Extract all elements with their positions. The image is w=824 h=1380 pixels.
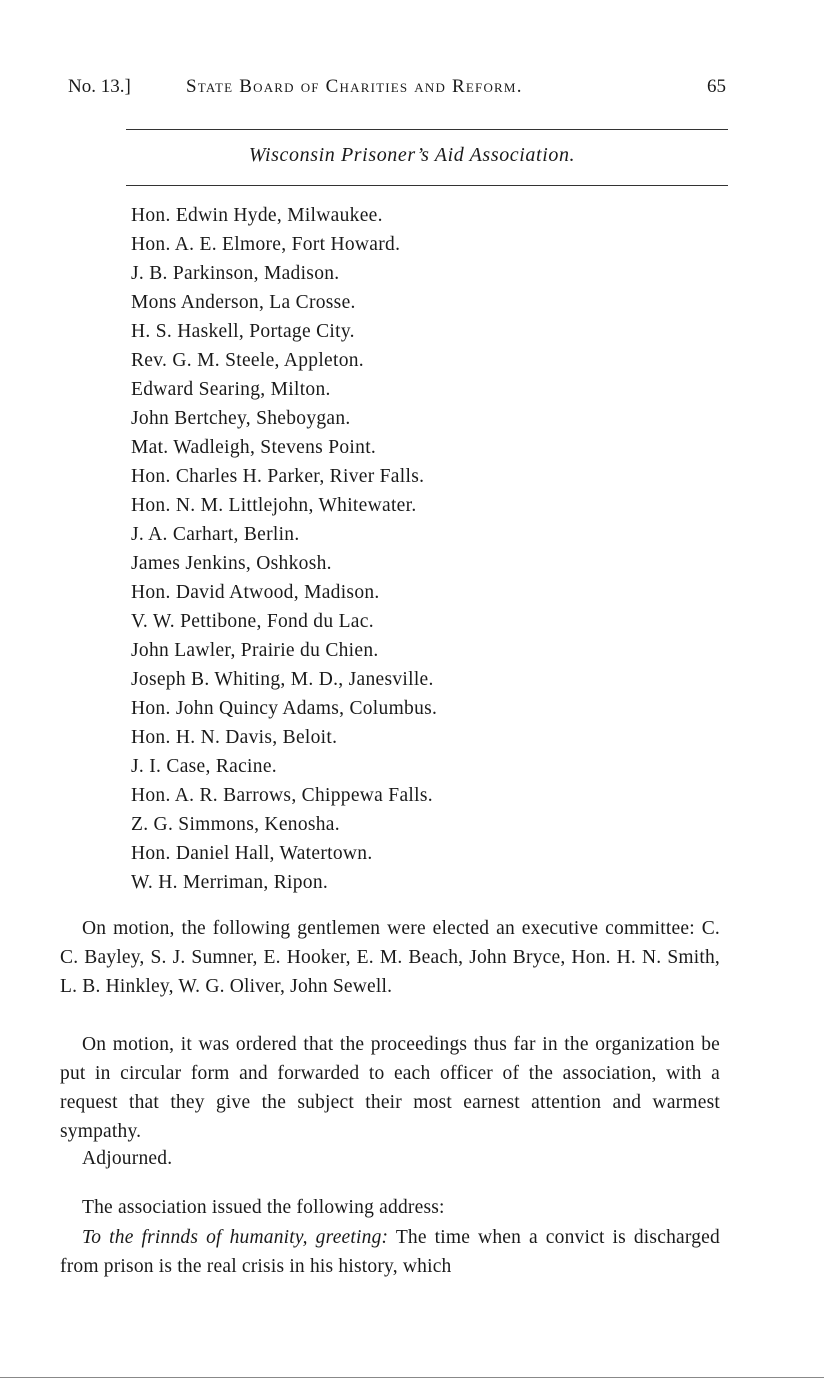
- officer-entry: Hon. Edwin Hyde, Milwaukee.: [131, 205, 383, 226]
- officer-entry: Mons Anderson, La Crosse.: [131, 292, 356, 313]
- officer-entry: W. H. Merriman, Ripon.: [131, 872, 329, 893]
- executive-committee-paragraph: On motion, the following gentlemen were elected an executive committee: C. C. Bayley, S. J. Sumner, E. Hooker, E. M. Beach, John Bryce, Hon. H. N. Smith, L. B. Hinkley, W. G. Oliver, John Sewell.: [60, 918, 720, 997]
- address-salutation: To the frinnds of humanity, greeting:: [82, 1227, 389, 1248]
- officer-entry: J. A. Carhart, Berlin.: [131, 524, 300, 545]
- address-paragraph: [60, 1223, 720, 1281]
- page-number: 65: [707, 76, 726, 97]
- officer-entry: John Bertchey, Sheboygan.: [131, 408, 351, 429]
- officer-entry: V. W. Pettibone, Fond du Lac.: [131, 611, 374, 632]
- officer-entry: Hon. Daniel Hall, Watertown.: [131, 843, 373, 864]
- officer-entry: Edward Searing, Milton.: [131, 379, 331, 400]
- document-number: No. 13.]: [68, 76, 131, 97]
- officer-entry: J. B. Parkinson, Madison.: [131, 263, 340, 284]
- officer-entry: Hon. A. R. Barrows, Chippewa Falls.: [131, 785, 433, 806]
- officer-entry: Hon. N. M. Littlejohn, Whitewater.: [131, 495, 417, 516]
- running-head-title: State Board of Charities and Reform.: [186, 76, 523, 97]
- officer-entry: Hon. Charles H. Parker, River Falls.: [131, 466, 425, 487]
- section-title: Wisconsin Prisoner’s Aid Association.: [248, 144, 576, 166]
- officer-list: [131, 201, 437, 897]
- officer-entry: Hon. David Atwood, Madison.: [131, 582, 380, 603]
- officer-entry: Z. G. Simmons, Kenosha.: [131, 814, 340, 835]
- page-bottom-edge: [0, 1377, 824, 1378]
- adjourned-line: Adjourned.: [82, 1148, 173, 1169]
- officer-entry: Hon. A. E. Elmore, Fort Howard.: [131, 234, 401, 255]
- officer-entry: Mat. Wadleigh, Stevens Point.: [131, 437, 377, 458]
- top-rule: [126, 129, 728, 130]
- officer-entry: Joseph B. Whiting, M. D., Janesville.: [131, 669, 434, 690]
- officer-entry: Rev. G. M. Steele, Appleton.: [131, 350, 364, 371]
- running-head: [68, 76, 728, 104]
- officer-entry: H. S. Haskell, Portage City.: [131, 321, 355, 342]
- address-text: The time when a convict is discharged from prison is the real crisis in his history, which: [60, 1227, 720, 1277]
- officer-entry: J. I. Case, Racine.: [131, 756, 277, 777]
- officer-entry: James Jenkins, Oshkosh.: [131, 553, 332, 574]
- officer-entry: John Lawler, Prairie du Chien.: [131, 640, 379, 661]
- title-rule: [126, 185, 728, 186]
- circular-order-paragraph: On motion, it was ordered that the proceedings thus far in the organization be put in circular form and forwarded to each officer of the association, with a request that they give the subject their most earnest attention and warmest sympathy.: [60, 1034, 720, 1142]
- officer-entry: Hon. John Quincy Adams, Columbus.: [131, 698, 438, 719]
- address-intro: The association issued the following address:: [82, 1197, 445, 1218]
- officer-entry: Hon. H. N. Davis, Beloit.: [131, 727, 338, 748]
